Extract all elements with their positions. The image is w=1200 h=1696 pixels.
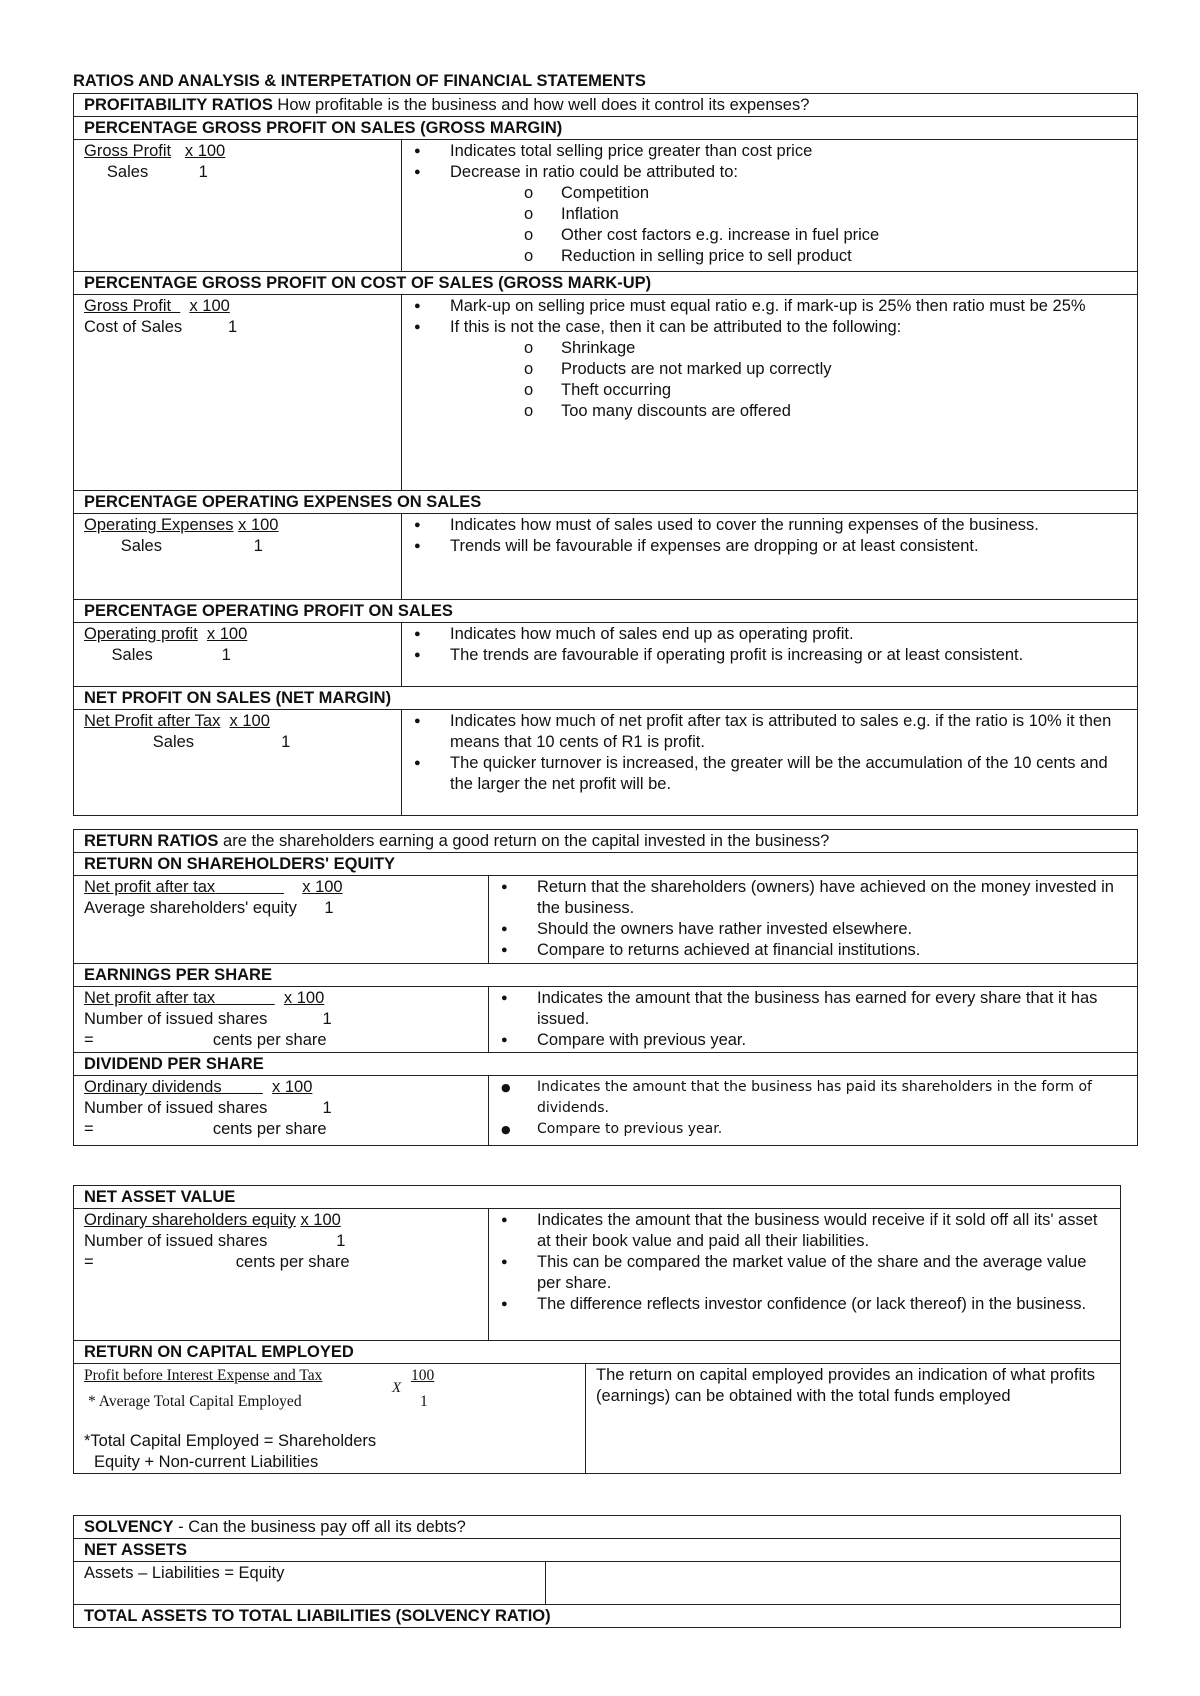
formula-denominator: Cost of Sales xyxy=(84,318,183,336)
formula-multiplier: x 100 xyxy=(229,712,270,730)
roe-formula: Net profit after tax x 100 Average shareholders' equity 1 xyxy=(74,876,489,964)
list-item: ● Mark-up on selling price must equal ratio e.g. if mark-up is 25% then ratio must be 25% xyxy=(412,296,1127,317)
formula-multiplier: x 100 xyxy=(189,297,230,315)
formula-multiplier: x 100 xyxy=(283,989,325,1007)
sub-list-item: o Other cost factors e.g. increase in fuel price xyxy=(524,225,1127,246)
list-item: ● Indicates the amount that the business has paid its shareholders in the form of dividends. xyxy=(499,1077,1127,1119)
document-title: RATIOS AND ANALYSIS & INTERPETATION OF FINANCIAL STATEMENTS xyxy=(73,72,646,90)
list-item: ● Compare to previous year. xyxy=(499,1119,1127,1140)
list-item: ● Indicates how much of sales end up as operating profit. xyxy=(412,624,1127,645)
nav-notes xyxy=(489,1209,1121,1341)
sub-list-item: o Too many discounts are offered xyxy=(524,401,1127,422)
sub-list-item: o Products are not marked up correctly xyxy=(524,359,1127,380)
formula-numerator: Ordinary shareholders equity xyxy=(84,1211,296,1229)
formula-numerator: Net Profit after Tax xyxy=(84,712,221,730)
roce-footnote: *Total Capital Employed = Shareholders xyxy=(84,1432,377,1450)
opex-notes xyxy=(402,514,1138,600)
net-assets-notes xyxy=(546,1562,1121,1605)
list-item: ● The quicker turnover is increased, the greater will be the accumulation of the 10 cents and the larger the net profit will be. xyxy=(412,753,1127,795)
formula-numerator: Gross Profit xyxy=(84,297,172,315)
net-margin-notes xyxy=(402,710,1138,816)
list-item: ● This can be compared the market value of the share and the average value per share. xyxy=(499,1252,1110,1294)
list-item: ● Indicates how much of net profit after tax is attributed to sales e.g. if the ratio is 10% it then means that 10 cents of R1 is profit. xyxy=(412,711,1127,753)
list-item: ● If this is not the case, then it can be attributed to the following: o Shrinkage o Products are not marked up correctly o Theft occurring o Too many discounts are offered xyxy=(412,317,1127,422)
formula-multiplier: x 100 xyxy=(302,878,343,896)
list-item: ● Indicates the amount that the business would receive if it sold off all its' asset at their book value and paid all their liabilities. xyxy=(499,1210,1110,1252)
list-item: ● Indicates total selling price greater than cost price xyxy=(412,141,1127,162)
roce-footnote: Equity + Non-current Liabilities xyxy=(94,1453,319,1471)
return-ratios-header: RETURN RATIOS are the shareholders earning a good return on the capital invested in the business? xyxy=(74,830,1138,853)
formula-denominator: Number of issued shares xyxy=(84,1232,268,1250)
formula-denominator: * Average Total Capital Employed xyxy=(88,1393,302,1410)
op-profit-heading: PERCENTAGE OPERATING PROFIT ON SALES xyxy=(74,600,1138,623)
formula-numerator: Operating Expenses xyxy=(84,516,234,534)
formula-denominator: Average shareholders' equity xyxy=(84,899,297,917)
profitability-header: PROFITABILITY RATIOS How profitable is the business and how well does it control its expenses? xyxy=(74,94,1138,117)
dps-notes xyxy=(489,1076,1138,1146)
opex-heading: PERCENTAGE OPERATING EXPENSES ON SALES xyxy=(74,491,1138,514)
eps-notes xyxy=(489,987,1138,1053)
roce-description: The return on capital employed provides an indication of what profits (earnings) can be obtained with the total funds employed xyxy=(586,1364,1121,1474)
op-profit-notes xyxy=(402,623,1138,687)
return-ratios-table xyxy=(73,829,1138,1146)
gross-margin-notes xyxy=(402,140,1138,272)
list-item: ● Return that the shareholders (owners) have achieved on the money invested in the business. xyxy=(499,877,1127,919)
solvency-ratio-heading: TOTAL ASSETS TO TOTAL LIABILITIES (SOLVENCY RATIO) xyxy=(74,1605,1121,1628)
list-item: ● Compare with previous year. xyxy=(499,1030,1127,1051)
list-item: ● Indicates the amount that the business has earned for every share that it has issued. xyxy=(499,988,1127,1030)
net-assets-formula: Assets – Liabilities = Equity xyxy=(74,1562,546,1605)
eps-heading: EARNINGS PER SHARE xyxy=(74,964,1138,987)
list-item: ● Decrease in ratio could be attributed to: o Competition o Inflation o Other cost factors e.g. increase in fuel price o Reduction in selling price to sell product xyxy=(412,162,1127,267)
formula-multiplier: x 100 xyxy=(238,516,279,534)
formula-numerator: Operating profit xyxy=(84,625,198,643)
list-item: ● The difference reflects investor confidence (or lack thereof) in the business. xyxy=(499,1294,1110,1315)
roce-table xyxy=(73,1340,1121,1474)
formula-numerator: Ordinary dividends xyxy=(84,1078,222,1096)
formula-denominator: Number of issued shares xyxy=(84,1099,268,1117)
formula-multiplier: X xyxy=(392,1380,402,1396)
roe-notes xyxy=(489,876,1138,964)
formula-multiplier: x 100 xyxy=(206,625,248,643)
formula-denominator: Sales xyxy=(106,163,149,181)
sub-list-item: o Inflation xyxy=(524,204,1127,225)
gross-margin-formula: Gross Profit x 100 Sales 1 xyxy=(74,140,402,272)
formula-denominator: Sales xyxy=(152,733,195,751)
dps-heading: DIVIDEND PER SHARE xyxy=(74,1053,1138,1076)
sub-list-item: o Competition xyxy=(524,183,1127,204)
formula-result: cents per share xyxy=(235,1253,350,1271)
formula-multiplier: x 100 xyxy=(184,142,226,160)
gross-markup-notes xyxy=(402,295,1138,491)
list-item: ● Indicates how must of sales used to cover the running expenses of the business. xyxy=(412,515,1127,536)
formula-numerator: Gross Profit xyxy=(84,142,172,160)
list-item: ● Trends will be favourable if expenses are dropping or at least consistent. xyxy=(412,536,1127,557)
net-margin-formula: Net Profit after Tax x 100 Sales 1 xyxy=(74,710,402,816)
dps-formula: Ordinary dividends x 100 Number of issued shares 1 = cents per share xyxy=(74,1076,489,1146)
solvency-table xyxy=(73,1515,1121,1628)
list-item: ● The trends are favourable if operating profit is increasing or at least consistent. xyxy=(412,645,1127,666)
sub-list-item: o Shrinkage xyxy=(524,338,1127,359)
eps-formula: Net profit after tax x 100 Number of issued shares 1 = cents per share xyxy=(74,987,489,1053)
nav-heading: NET ASSET VALUE xyxy=(74,1186,1121,1209)
list-item: ● Should the owners have rather invested elsewhere. xyxy=(499,919,1127,940)
solvency-header: SOLVENCY - Can the business pay off all its debts? xyxy=(74,1516,1121,1539)
formula-multiplier: x 100 xyxy=(272,1078,313,1096)
formula-denominator: Sales xyxy=(120,537,162,555)
sub-list-item: o Theft occurring xyxy=(524,380,1127,401)
formula-result: cents per share xyxy=(212,1120,327,1138)
opex-formula: Operating Expenses x 100 Sales 1 xyxy=(74,514,402,600)
formula-multiplier: x 100 xyxy=(300,1211,341,1229)
roe-heading: RETURN ON SHAREHOLDERS' EQUITY xyxy=(74,853,1138,876)
formula-numerator: Profit before Interest Expense and Tax xyxy=(84,1367,323,1384)
formula-numerator: Net profit after tax xyxy=(84,989,216,1007)
profitability-table xyxy=(73,93,1138,816)
net-assets-heading: NET ASSETS xyxy=(74,1539,1121,1562)
gross-markup-heading: PERCENTAGE GROSS PROFIT ON COST OF SALES (GROSS MARK-UP) xyxy=(74,272,1138,295)
formula-denominator: Number of issued shares xyxy=(84,1010,268,1028)
roce-formula: Profit before Interest Expense and Tax * Average Total Capital Employed X 100 1 *Total Capital Employed = Shareholders Equity + Non-current Liabilities xyxy=(74,1364,586,1474)
gross-markup-formula: Gross Profit x 100 Cost of Sales 1 xyxy=(74,295,402,491)
op-profit-formula: Operating profit x 100 Sales 1 xyxy=(74,623,402,687)
sub-list-item: o Reduction in selling price to sell product xyxy=(524,246,1127,267)
formula-denominator: Sales xyxy=(111,646,153,664)
formula-numerator: Net profit after tax xyxy=(84,878,216,896)
nav-table xyxy=(73,1185,1121,1341)
roce-heading: RETURN ON CAPITAL EMPLOYED xyxy=(74,1341,1121,1364)
list-item: ● Compare to returns achieved at financial institutions. xyxy=(499,940,1127,961)
gross-margin-heading: PERCENTAGE GROSS PROFIT ON SALES (GROSS MARGIN) xyxy=(74,117,1138,140)
net-margin-heading: NET PROFIT ON SALES (NET MARGIN) xyxy=(74,687,1138,710)
nav-formula: Ordinary shareholders equity x 100 Number of issued shares 1 = cents per share xyxy=(74,1209,489,1341)
formula-result: cents per share xyxy=(212,1031,327,1049)
